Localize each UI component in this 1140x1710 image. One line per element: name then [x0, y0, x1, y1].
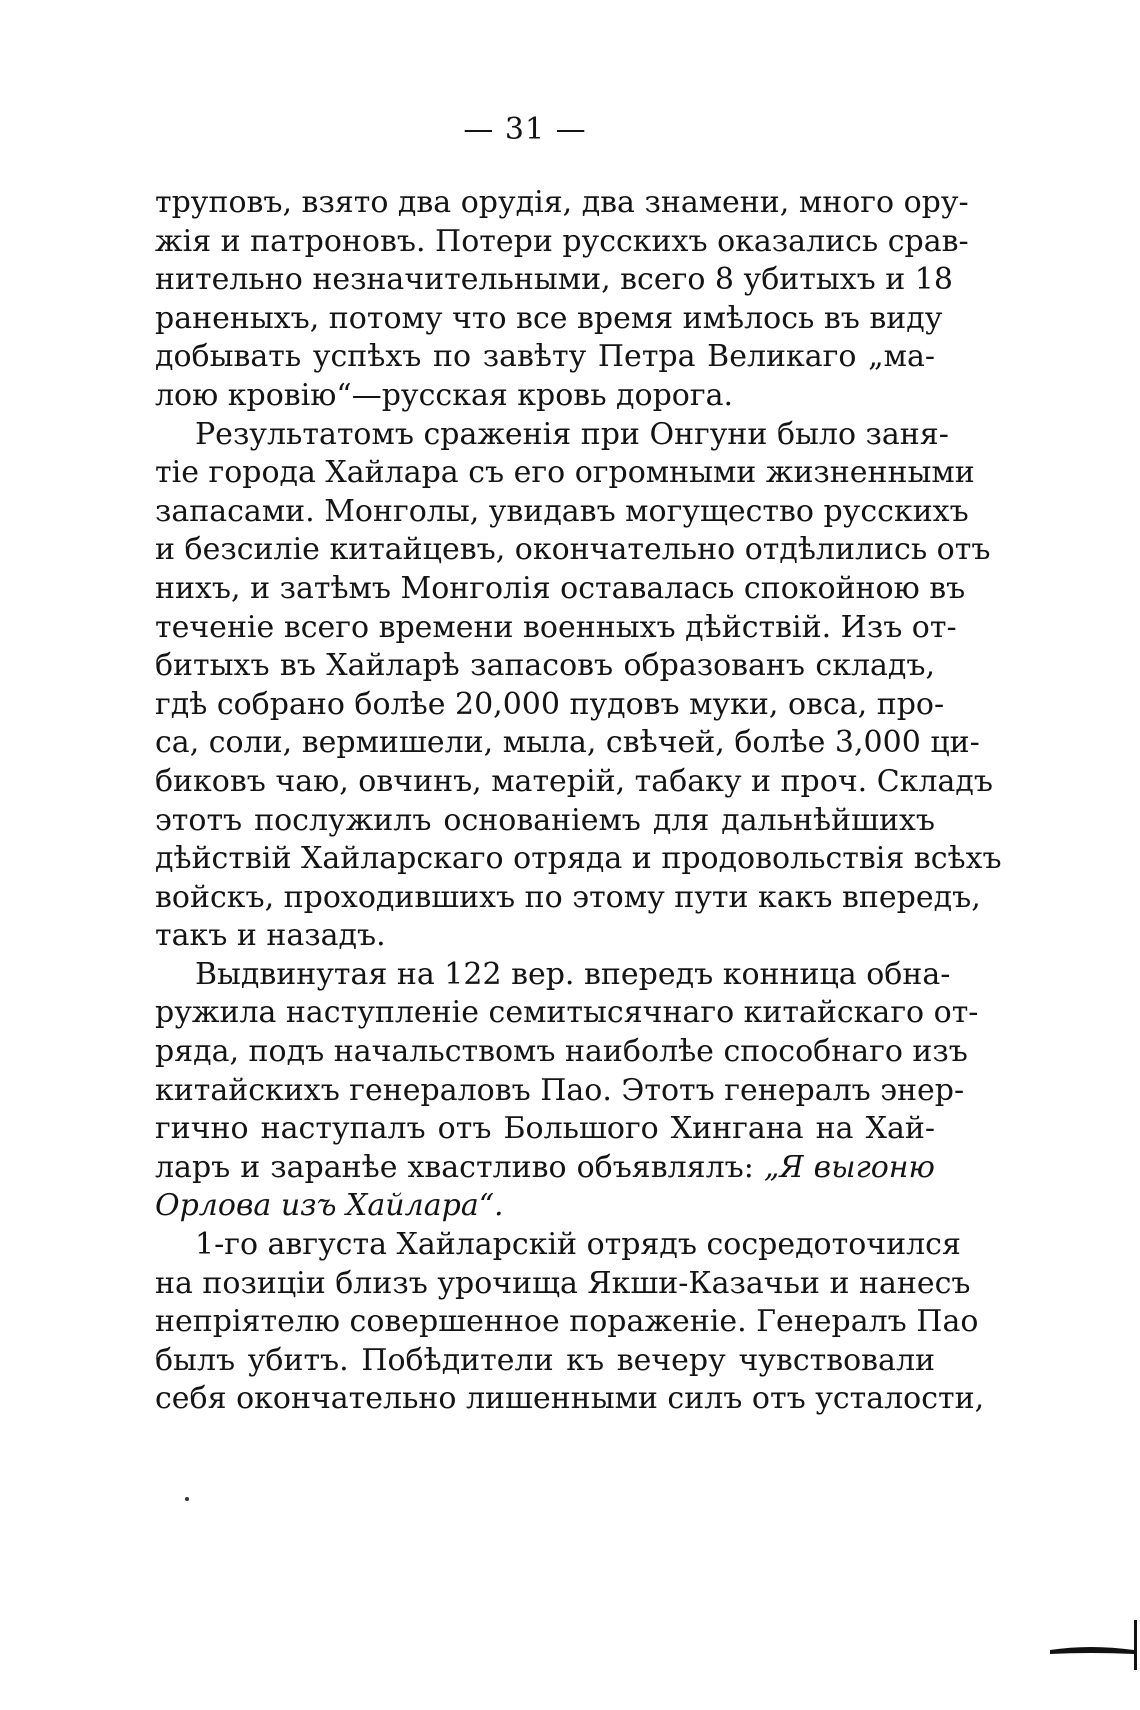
- text-line: [155, 1265, 971, 1304]
- line-text: ряда, подъ начальствомъ наиболѣе способнаго изъ: [155, 1034, 968, 1070]
- line-text: войскъ, проходившихъ по этому пути какъ впередъ,: [155, 879, 981, 915]
- text-line: [155, 647, 935, 686]
- text-line: [155, 802, 935, 841]
- text-line: [155, 338, 935, 377]
- line-text: такъ и назадъ.: [155, 918, 386, 954]
- text-line: [155, 840, 1002, 879]
- text-line: [155, 917, 935, 956]
- line-text: былъ убитъ. Побѣдители къ вечеру чувствовали: [155, 1342, 935, 1378]
- text-line: [155, 493, 969, 532]
- body-text: [155, 184, 1002, 1419]
- text-line: [155, 570, 966, 609]
- text-line: [155, 454, 975, 493]
- scan-speck: [185, 1497, 189, 1501]
- line-text: теченіе всего времени военныхъ дѣйствій. Изъ от-: [155, 609, 957, 645]
- text-line: [155, 184, 969, 223]
- text-line: [155, 223, 969, 262]
- text-line: [155, 416, 949, 455]
- text-line: [155, 1110, 935, 1149]
- line-text: жія и патроновъ. Потери русскихъ оказались срав-: [155, 223, 969, 259]
- line-text: битыхъ въ Хайларѣ запасовъ образованъ складъ,: [155, 648, 935, 684]
- line-text: лою кровію“—русская кровь дорога.: [155, 377, 733, 413]
- line-text: непріятелю совершенное пораженіе. Генералъ Пао: [155, 1304, 979, 1340]
- line-text: труповъ, взято два орудія, два знамени, много ору-: [155, 185, 969, 220]
- text-line: [155, 1033, 968, 1072]
- line-quote: „Я выгоню: [763, 1149, 935, 1185]
- line-text: ружила наступленіе семитысячнаго китайскаго от-: [155, 995, 979, 1031]
- line-text: дѣйствій Хайларскаго отряда и продовольствія всѣхъ: [155, 841, 1002, 877]
- line-text: гдѣ собрано болѣе 20,000 пудовъ муки, овса, про-: [155, 686, 945, 722]
- text-line: [155, 1072, 965, 1111]
- line-text: запасами. Монголы, увидавъ могущество русскихъ: [155, 493, 969, 529]
- text-line: [155, 879, 981, 918]
- text-line: [155, 261, 953, 300]
- text-line: [155, 377, 935, 416]
- line-text: 1-го августа Хайларскій отрядъ сосредоточился: [195, 1227, 961, 1263]
- line-text: Результатомъ сраженія при Онгуни было заня-: [195, 416, 949, 452]
- text-line: [155, 1149, 935, 1188]
- text-line: [155, 609, 957, 648]
- text-line: [155, 531, 991, 570]
- text-line: [155, 1342, 935, 1381]
- line-text: раненыхъ, потому что все время имѣлось въ виду: [155, 300, 943, 336]
- text-line: [155, 763, 993, 802]
- text-line: [155, 724, 980, 763]
- text-line: [155, 1380, 985, 1419]
- line-text: добывать успѣхъ по завѣту Петра Великаго „ма-: [155, 339, 935, 375]
- text-line: [155, 994, 979, 1033]
- line-text: и безсиліе китайцевъ, окончательно отдѣлились отъ: [155, 532, 991, 568]
- text-line: [155, 1303, 979, 1342]
- line-text: нительно незначительными, всего 8 убитыхъ и 18: [155, 262, 953, 298]
- line-text: этотъ послужилъ основаніемъ для дальнѣйшихъ: [155, 802, 935, 838]
- line-text: тіе города Хайлара съ его огромными жизненными: [155, 455, 975, 491]
- line-text: Выдвинутая на 122 вер. впередъ конница обна-: [195, 956, 951, 992]
- line-text: гично наступалъ отъ Большого Хингана на Хай-: [155, 1111, 935, 1147]
- line-text: ларъ и заранѣе хвастливо объявлялъ:: [155, 1149, 754, 1185]
- text-line: [155, 1226, 961, 1265]
- line-quote: Орлова изъ Хайлара“.: [155, 1188, 504, 1224]
- text-line: [155, 686, 945, 725]
- line-text: китайскихъ генераловъ Пао. Этотъ генералъ энер-: [155, 1072, 965, 1108]
- scan-edge-mark: [1050, 1620, 1140, 1670]
- page-number: — 31 —: [463, 112, 587, 147]
- line-text: нихъ, и затѣмъ Монголія оставалась спокойною въ: [155, 570, 966, 606]
- text-line: [155, 956, 951, 995]
- line-text: биковъ чаю, овчинъ, матерій, табаку и проч. Складъ: [155, 763, 993, 799]
- text-line: [155, 1187, 935, 1226]
- line-text: себя окончательно лишенными силъ отъ усталости,: [155, 1381, 985, 1417]
- text-line: [155, 300, 943, 339]
- line-text: на позиціи близъ урочища Якши-Казачьи и нанесъ: [155, 1265, 971, 1301]
- line-text: са, соли, вермишели, мыла, свѣчей, болѣе 3,000 ци-: [155, 725, 980, 761]
